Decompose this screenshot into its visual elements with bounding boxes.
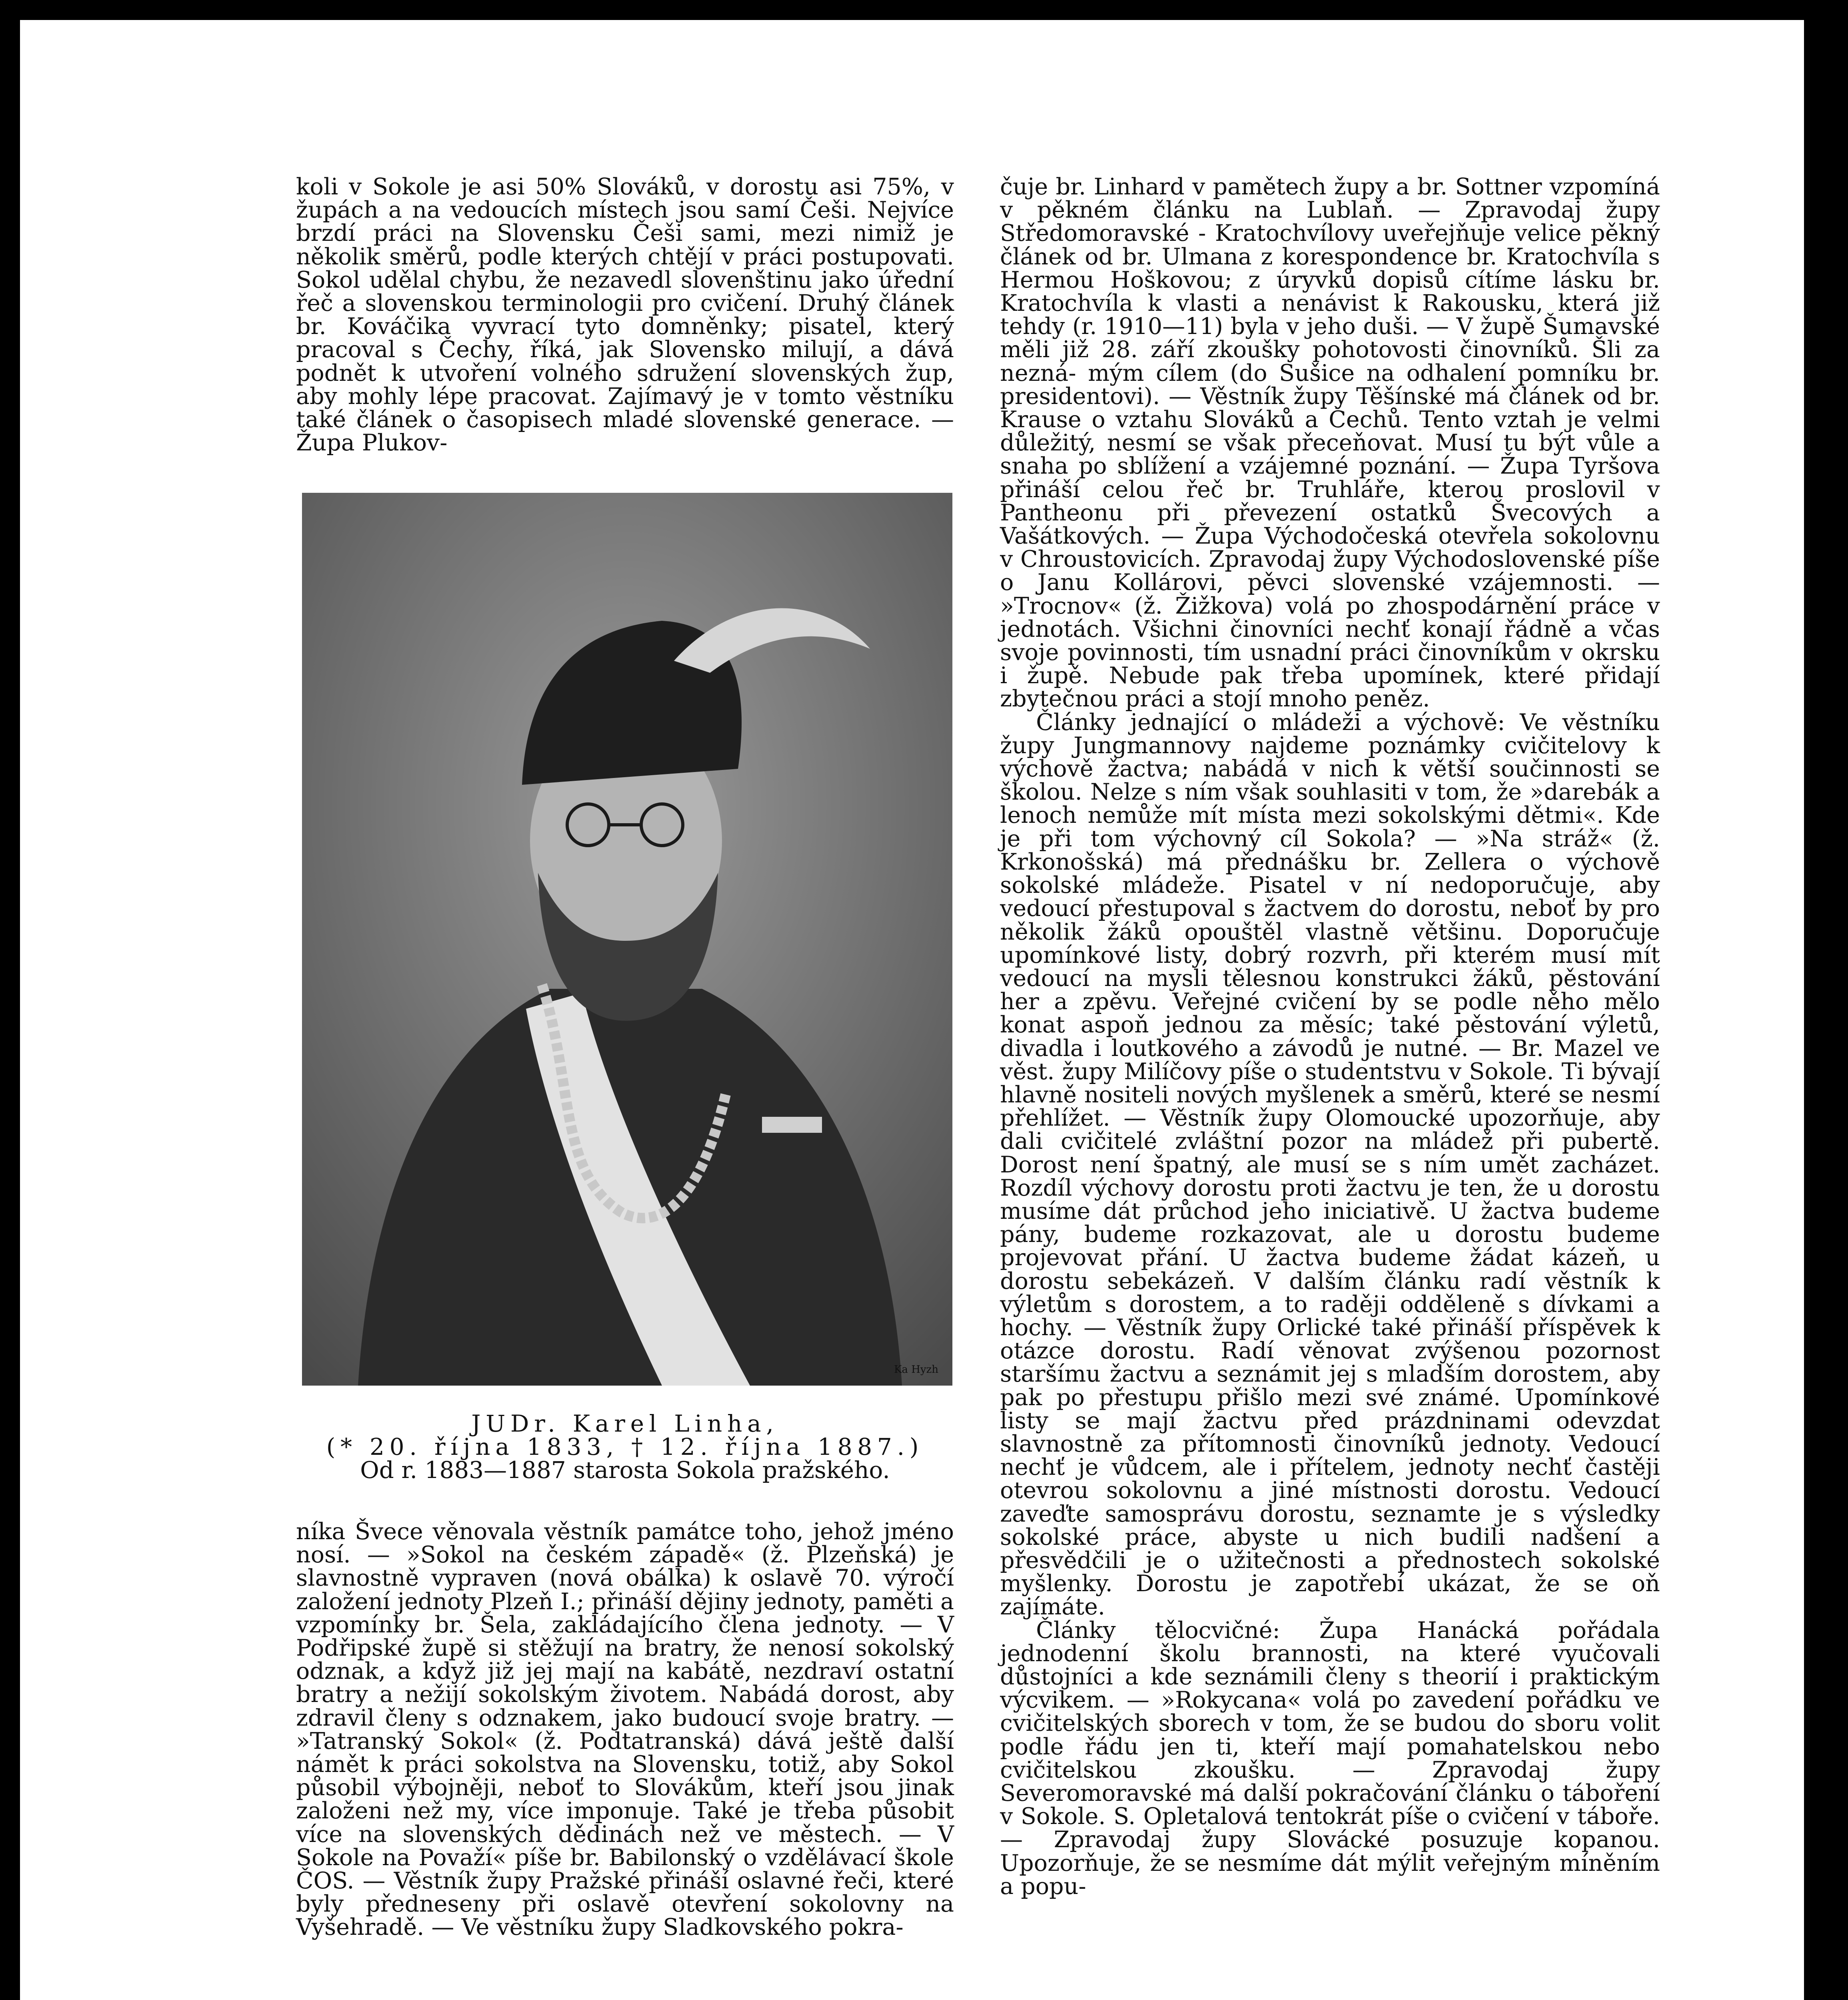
paragraph: koli v Sokole je asi 50% Slováků, v dorostu asi 75%, v župách a na vedoucích místech jsou samí Češi. Nejvíce brzdí práci na Slovensku Češi sami, mezi nimiž je několik směrů, podle kterých chtějí v práci postupovati. Sokol udělal chybu, že nezavedl slovenštinu jako úřední řeč a slovenskou terminologii pro cvičení. Druhý článek br. Kováčika vyvrací tyto domněnky; pisatel, který pracoval s Čechy, říká, jak Slovensko milují, a dává podnět k utvoření volného sdružení slovenských žup, aby mohly lépe pracovat. Zajímavý je v tomto věstníku také článek o časopisech mladé slovenské generace. — Župa Plukov- (296, 174, 954, 456)
right-column (1000, 175, 1660, 1898)
caption-role: Od r. 1883—1887 starosta Sokola pražského. (360, 1456, 890, 1484)
portrait-illustration (302, 493, 952, 1386)
portrait-photo (302, 493, 952, 1386)
scan-border-right (1804, 0, 1848, 2000)
photographer-signature: Ka Hyzh (894, 1364, 938, 1376)
paragraph: Články tělocvičné: Župa Hanácká pořádala jednodenní školu brannosti, na které vyučovali důstojníci a kde seznámili členy s theorií i praktickým výcvikem. — »Rokycana« volá po zavedení pořádku ve cvičitelských sborech v tom, že se budou do sboru volit podle řádu jen ti, kteří mají pomahatelskou nebo cvičitelskou zkoušku. — Zpravodaj župy Severomoravské má další pokračování článku o táboření v Sokole. S. Opletalová tentokrát píše o cvičení v táboře. — Zpravodaj župy Slovácké posuzuje kopanou. Upozorňuje, že se nesmíme dát mýlit veřejným míněním a popu- (1000, 1617, 1660, 1900)
scan-border-left (0, 0, 20, 2000)
left-column-bottom (296, 1520, 954, 1939)
photo-caption (296, 1412, 954, 1482)
paragraph: Články jednající o mládeži a výchově: Ve věstníku župy Jungmannovy najdeme poznámky cvičitelovy k výchově žactva; nabádá v nich k větší součinnosti se školou. Nelze s ním však souhlasiti v tom, že »darebák a lenoch nemůže mít místa mezi sokolskými dětmi«. Kde je při tom výchovný cíl Sokola? — »Na stráž« (ž. Krkonošská) má přednášku br. Zellera o výchově sokolské mládeže. Pisatel v ní nedoporučuje, aby vedoucí přestupoval s žactvem do dorostu, neboť by pro několik žáků opouštěl vlastně většinu. Doporučuje upomínkové listy, dobrý rozvrh, při kterém musí mít vedoucí na mysli tělesnou konstrukci žáků, pěstování her a zpěvu. Veřejné cvičení by se podle něho mělo konat aspoň jednou za měsíc; také pěstování výletů, divadla i loutkového a závodů je nutné. — Br. Mazel ve věst. župy Milíčovy píše o studentstvu v Sokole. Ti bývají hlavně nositeli nových myšlenek a směrů, které se nesmí přehlížet. — Věstník župy Olomoucké upozorňuje, aby dali cvičitelé zvláštní pozor na mládež při pubertě. Dorost není špatný, ale musí se s ním umět zacházet. Rozdíl výchovy dorostu proti žactvu je ten, že u dorostu musíme dát průchod jeho iniciativě. U žactva budeme pány, budeme rozkazovat, ale u dorostu budeme projevovat přání. U žactva budeme žádat kázeň, u dorostu sebekázeň. V dalším článku radí věstník k výletům s dorostem, a to raději odděleně s dívkami a hochy. — Věstník župy Orlické také přináší příspěvek k otázce dorostu. Radí věnovat zvýšenou pozornost staršímu žactvu a seznámit jej s mladším dorostem, aby pak po přestupu přišlo mezi své známé. Upomínkové listy se mají žactvu před prázdninami odevzdat slavnostně za přítomnosti činovníků jednoty. Vedoucí nechť je vůdcem, ale i přítelem, jednoty nechť častěji otevrou sokolovnu a jiné místnosti dorostu. Vedoucí zaveďte samosprávu dorostu, seznamte je s výsledky sokolské práce, abyste u nich budili nadšení a přesvědčili je o užitečnosti a přednostech sokolské myšlenky. Dorostu je zapotřebí ukázat, že se oň zajímáte. (1000, 709, 1660, 1620)
paragraph: čuje br. Linhard v pamětech župy a br. Sottner vzpomíná v pěkném článku na Lublaň. — Zpravodaj župy Středomoravské - Kratochvílovy uveřejňuje velice pěkný článek od br. Ulmana z korespondence br. Kratochvíla s Hermou Hoškovou; z úryvků dopisů cítíme lásku br. Kratochvíla k vlasti a nenávist k Rakousku, která již tehdy (r. 1910—11) byla v jeho duši. — V župě Šumavské měli již 28. září zkoušky pohotovosti činovníků. Šli za nezná- mým cílem (do Sušice na odhalení pomníku br. presidentovi). — Věstník župy Těšínské má článek od br. Krause o vztahu Slováků a Čechů. Tento vztah je velmi důležitý, nesmí se však přeceňovat. Musí tu být vůle a snaha po sblížení a vzájemné poznání. — Župa Tyršova přináší celou řeč br. Truhláře, kterou proslovil v Pantheonu při převezení ostatků Švecových a Vašátkových. — Župa Východočeská otevřela sokolovnu v Chroustovicích. Zpravodaj župy Východoslovenské píše o Janu Kollárovi, pěvci slovenské vzájemnosti. — »Trocnov« (ž. Žižkova) volá po zhospodárnění práce v jednotách. Všichni činovníci nechť konají řádně a včas svoje povinnosti, tím usnadní práci činovníkům v okrsku i župě. Nebude pak třeba upomínek, které přidají zbytečnou práci a stojí mnoho peněz. (1000, 174, 1660, 712)
left-column-top (296, 175, 954, 454)
caption-dates: (* 20. října 1833, † 12. října 1887.) (326, 1433, 924, 1460)
scan-border-top (0, 0, 1848, 20)
paragraph: níka Švece věnovala věstník památce toho, jehož jméno nosí. — »Sokol na českém západě« (ž. Plzeňská) je slavnostně vypraven (nová obálka) k oslavě 70. výročí založení jednoty Plzeň I.; přináší dějiny jednoty, paměti a vzpomínky br. Šela, zakládajícího člena jednoty. — V Podřipské župě si stěžují na bratry, že nenosí sokolský odznak, a když již jej mají na kabátě, nezdraví ostatní bratry a nežijí sokolským životem. Nabádá dorost, aby zdravil členy s odznakem, jako budoucí svoje bratry. — »Tatranský Sokol« (ž. Podtatranská) dává ještě další námět k práci sokolstva na Slovensku, totiž, aby Sokol působil výbojněji, neboť to Slovákům, kteří jsou jinak založeni než my, více imponuje. Také je třeba působit více na slovenských dědinách než ve městech. — V Sokole na Považí« píše br. Babilonský o vzdělávací škole ČOS. — Věstník župy Pražské přináší oslavné řeči, které byly předneseny při oslavě otevření sokolovny na Vyšehradě. — Ve věstníku župy Sladkovského pokra- (296, 1518, 954, 1941)
caption-name: JUDr. Karel Linha, (471, 1410, 779, 1437)
